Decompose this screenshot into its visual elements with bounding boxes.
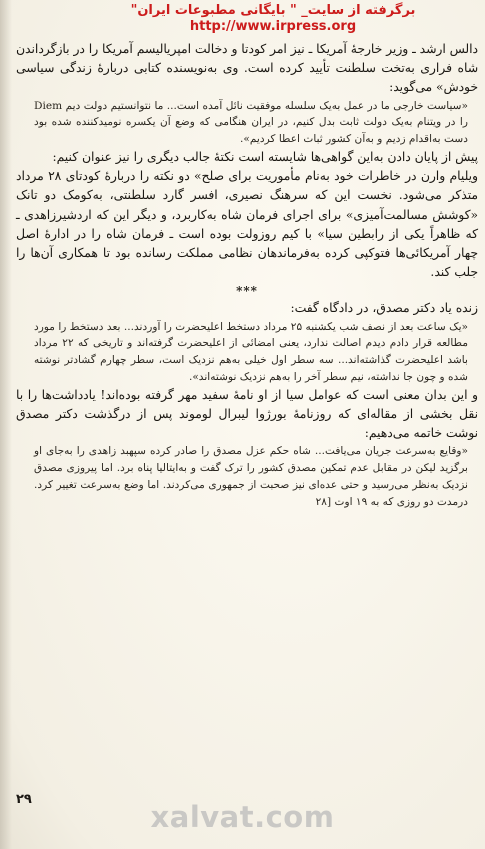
quote-mosaddegh: «یک ساعت بعد از نصف شب یکشنبه ۲۵ مرداد دستخط اعلیحضرت را آوردند... بعد دستخط را مورد مطالعه قرار دادم دیدم اصالت ندارد، یعنی امضائی از اعلیحضرت گرفته‌اند و تاریخی که ۲۲ مرداد باشد اعلیحضرت گذاشته‌اند... سه سطر اول خیلی به‌هم نزدیک است، سطر چهارم گشادتر نوشته شده و چون جا نداشته، نیم سطر آخر را به‌هم نزدیک نوشته‌اند». xyxy=(34,320,469,384)
paragraph-dulles: دالس ارشد ـ وزیر خارجۀ آمریکا ـ نیز امر کودتا و دخالت امپریالیسم آمریکا را در بازگرداندن شاه فراری به‌تخت سلطنت تأیید کرده است. وی به‌نویسنده کتابی دربارۀ زندگی سیاسی خودش» می‌گوید: xyxy=(16,42,478,95)
source-watermark-title: برگرفته از سایت_ " بایگانی مطبوعات ایران" xyxy=(130,3,416,18)
page-number: ۲۹ xyxy=(16,792,32,807)
paragraph-mosaddegh-court: زنده یاد دکتر مصدق، در دادگاه گفت: xyxy=(290,301,478,316)
paragraph-warren: ویلیام وارن در خاطرات خود به‌نام مأموریت برای صلح» دو نکته را دربارۀ کودتای ۲۸ مرداد متذکر می‌شود. نخست این که سرهنگ نصیری، افسر گارد سلطنتی، به‌کومک دو تانک «کوشش مسالمت‌آمیزی» برای اجرای فرمان شاه به‌کاربرد، و دیگر این که اردشیرزاهدی ـ که ظاهراً یکی از رابطین سیا» با کیم روزولت بوده است ـ فرمان شاه را در ادارۀ اصل چهار آمریکائی‌ها فتوکپی کرده به‌فرماندهان نظامی مملکت رسانده بود تا همکاری آن‌ها را جلب کند. xyxy=(16,169,478,280)
page-gutter-shadow xyxy=(0,0,12,849)
quote-dulles: «سیاست خارجی ما در عمل به‌یک سلسله موفقیت نائل آمده است... ما نتوانستیم دولت دیم Diem را در ویتنام به‌یک دولت ثابت بدل کنیم، در ایران هنگامی که وضع آن یکسره نومیدکننده شده بود دست به‌اقدام زدیم و به‌آن کشور ثبات اعطا کردیم». xyxy=(34,99,468,146)
paragraph-lemonde-intro: و این بدان معنی است که عوامل سیا از او نامۀ سفید مهر گرفته بوده‌اند! یادداشت‌ها را با نقل بخشی از مقاله‌ای که روزنامۀ بورژوا لیبرال لوموند پس از درگذشت دکتر مصدق نوشت خاتمه می‌دهیم: xyxy=(16,387,478,441)
section-separator: *** xyxy=(236,284,258,299)
quote-lemonde: «وقایع به‌سرعت جریان می‌یافت... شاه حکم عزل مصدق را صادر کرده سپهبد زاهدی را به‌جای او برگزید لیکن در مقابل عدم تمکین مصدق کشور را ترک گفت و به‌ایتالیا پناه برد. اما پیروزی مصدق نزدیک به‌نظر می‌رسید و حتی عده‌ای نیز صحبت از جمهوری می‌کردند. اما وضع به‌سرعت تغییر کرد. درمدت دو روزی که به ۱۹ اوت [۲۸ xyxy=(34,445,468,508)
source-watermark xyxy=(78,2,468,35)
paragraph-intro-point: پیش از پایان دادن به‌این گواهی‌ها شایسته است نکتۀ جالب دیگری را نیز عنوان کنیم: xyxy=(52,150,478,164)
source-watermark-url: http://www.irpress.org xyxy=(189,19,357,34)
article-body xyxy=(16,40,478,511)
site-watermark: xalvat.com xyxy=(150,800,335,834)
